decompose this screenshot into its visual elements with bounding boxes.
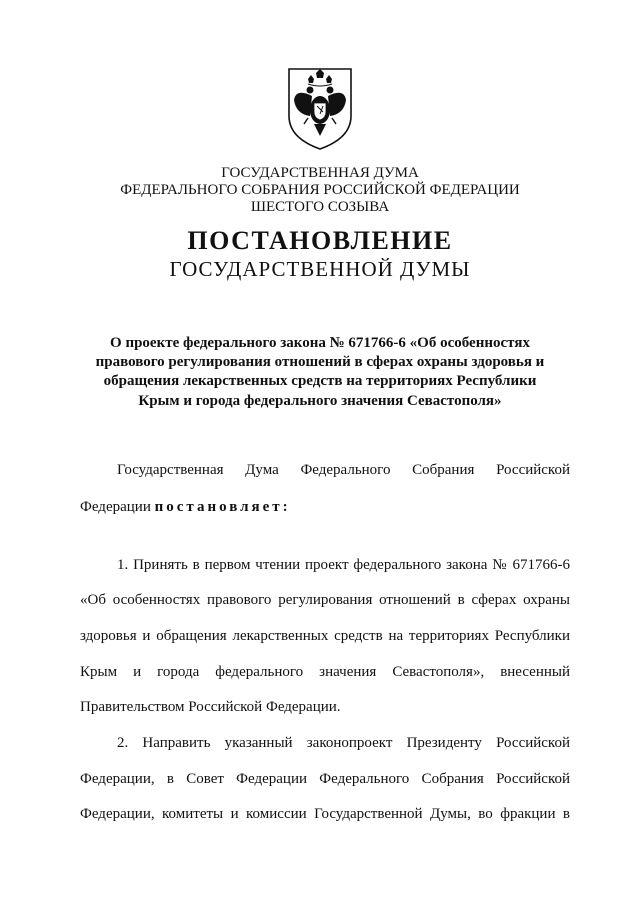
preamble-line-2 (80, 499, 570, 516)
paragraph-1-line: здоровья и обращения лекарственных средств на территориях Республики (80, 628, 570, 644)
paragraph-1-line: Правительством Российской Федерации. (80, 699, 341, 715)
subject-line: правового регулирования отношений в сферах охраны здоровья и (95, 354, 545, 370)
paragraph-2-line: Федерации, в Совет Федерации Федерального Собрания Российской (80, 771, 570, 787)
subject-line: обращения лекарственных средств на территориях Республики (103, 373, 537, 389)
issuer-line-2: ФЕДЕРАЛЬНОГО СОБРАНИЯ РОССИЙСКОЙ ФЕДЕРАЦИИ (120, 182, 520, 198)
subject-line: Крым и города федерального значения Севастополя» (138, 393, 502, 409)
document-subtitle: ГОСУДАРСТВЕННОЙ ДУМЫ (169, 257, 471, 281)
document-title: ПОСТАНОВЛЕНИЕ (187, 226, 453, 255)
paragraph-2-line: Федерации, комитеты и комиссии Государственной Думы, во фракции в (80, 806, 570, 822)
subject-line: О проекте федерального закона № 671766-6 «Об особенностях (110, 335, 530, 351)
issuer-line-1: ГОСУДАРСТВЕННАЯ ДУМА (221, 165, 419, 181)
preamble-start: Федерации (80, 499, 151, 515)
preamble-line: Государственная Дума Федерального Собрания Российской (117, 462, 570, 478)
issuer-line-3: ШЕСТОГО СОЗЫВА (250, 199, 390, 215)
paragraph-1-line: 1. Принять в первом чтении проект федерального закона № 671766-6 (117, 557, 570, 573)
paragraph-1-line: Крым и города федерального значения Севастополя», внесенный (80, 664, 570, 680)
paragraph-2-line: 2. Направить указанный законопроект Президенту Российской (117, 735, 570, 751)
coat-of-arms-emblem (286, 66, 354, 152)
resolution-keyword: постановляет: (154, 499, 291, 515)
paragraph-1-line: «Об особенностях правового регулирования отношений в сферах охраны (80, 592, 570, 608)
